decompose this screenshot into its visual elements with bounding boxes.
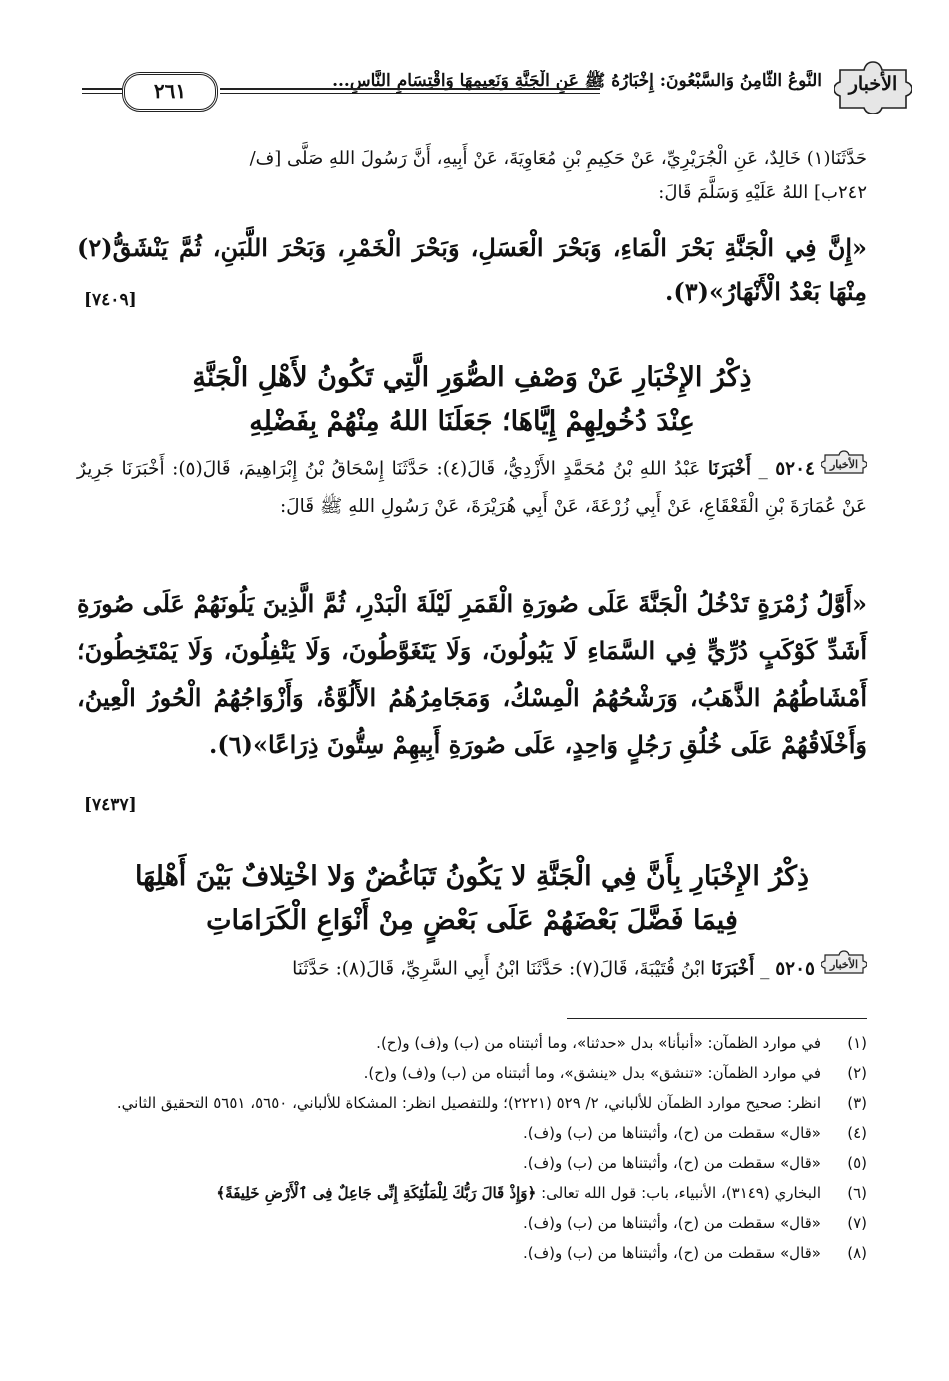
header-rule-right-thin xyxy=(220,93,600,94)
running-title: النَّوعُ الثَّامِنُ وَالسَّبْعُونَ: إِخْبَارُهُ ﷺ عَنِ الْجَنَّةِ وَنَعِيمِهَا وَاقْتِسَامِ النَّاسِ... xyxy=(332,71,822,91)
isnad-text: عَبْدُ اللهِ بْنُ مُحَمَّدٍ الأَزْدِيُّ، قَالَ(٤): حَدَّثَنَا إِسْحَاقُ بْنُ إِبْرَاهِيمَ، قَالَ(٥): أَخْبَرَنَا جَرِيرٌ عَنْ عُمَارَةَ بْنِ الْقَعْقَاعِ، عَنْ أَبِي زُرْعَةَ، عَنْ أَبِي هُرَيْرَةَ، عَنْ رَسُولِ اللهِ ﷺ قَالَ: xyxy=(77,458,867,517)
section-heading xyxy=(77,855,867,943)
footnote xyxy=(77,1208,867,1238)
section1-narration xyxy=(77,450,867,525)
footnote-number: (١) xyxy=(847,1034,867,1052)
badge-label: الأخبار xyxy=(848,73,898,95)
akhbarana-word: أَخْبَرَنَا xyxy=(707,458,752,480)
footnote xyxy=(77,1148,867,1178)
narration-line: حَدَّثَنَا(١) خَالِدٌ، عَنِ الْجُرَيْرِيِّ، عَنْ حَكِيمِ بْنِ مُعَاوِيَةَ، عَنْ أَبِيهِ، أَنَّ رَسُولَ اللهِ صَلَّى [ف/ xyxy=(249,148,867,169)
hadith-number: ٥٢٠٥ xyxy=(775,958,815,980)
quran-verse: ﴿وَإِذْ قَالَ رَبُّكَ لِلْمَلَٰٓئِكَةِ إِنِّى جَاعِلٌ فِى ٱلْأَرْضِ خَلِيفَةً﴾ xyxy=(216,1184,537,1202)
footnote-number: (٥) xyxy=(847,1154,867,1172)
footnote-number: (٤) xyxy=(847,1124,867,1142)
footnote-text: «قال» سقطت من (ح)، وأثبتناها من (ب) و(ف). xyxy=(522,1214,821,1232)
narration-line: ٢٤٢ب] اللهُ عَلَيْهِ وَسَلَّمَ قَالَ: xyxy=(658,182,867,203)
footnote-number: (٣) xyxy=(847,1094,867,1112)
footnote-text xyxy=(77,1178,821,1208)
number-dash: _ xyxy=(754,958,776,980)
khabar-icon xyxy=(821,450,867,489)
footnote-separator xyxy=(567,1018,867,1019)
khabar-icon-label: الأخبار xyxy=(829,458,859,471)
header-rule-left-thin xyxy=(82,93,122,94)
intro-narration xyxy=(77,142,867,210)
footnote-number: (٧) xyxy=(847,1214,867,1232)
heading-line: ذِكْرُ الإِخْبَارِ عَنْ وَصْفِ الصُّوَرِ الَّتِي تَكُونُ لأَهْلِ الْجَنَّةِ xyxy=(192,362,752,393)
heading-line: فِيمَا فَضَّلَ بَعْضَهُمْ عَلَى بَعْضٍ مِنْ أَنْوَاعِ الْكَرَامَاتِ xyxy=(206,905,738,936)
akhbarana-word: أَخْبَرَنَا xyxy=(711,958,755,980)
footnote-text: في موارد الظمآن: «تنشق» بدل «ينشق»، وما أثبتناه من (ب) و(ف) و(ح). xyxy=(363,1064,821,1082)
isnad-text: ابْنُ قُتَيْبَةَ، قَالَ(٧): حَدَّثَنَا ابْنُ أَبِي السَّرِيِّ، قَالَ(٨): حَدَّثَنَا xyxy=(292,958,712,980)
footnote-text: في موارد الظمآن: «أنبأنا» بدل «حدثنا»، وما أثبتناه من (ب) و(ف) و(ح). xyxy=(376,1034,821,1052)
footnote-body: البخاري (٣١٤٩)، الأنبياء، باب: قول الله تعالى: xyxy=(536,1184,821,1202)
footnote-number: (٨) xyxy=(847,1244,867,1262)
hadith-reference: [٧٤٣٧] xyxy=(84,795,137,815)
footnote-text: «قال» سقطت من (ح)، وأثبتناها من (ب) و(ف). xyxy=(522,1244,821,1262)
footnote xyxy=(77,1028,867,1058)
section1-hadith: «أَوَّلُ زُمْرَةٍ تَدْخُلُ الْجَنَّةَ عَلَى صُورَةِ الْقَمَرِ لَيْلَةَ الْبَدْرِ، ثُمَّ الَّذِينَ يَلُونَهُمْ عَلَى صُورَةِ أَشَدِّ كَوْكَبٍ دُرِّيٍّ فِي السَّمَاءِ لَا يَبُولُونَ، وَلَا يَتَغَوَّطُونَ، وَلَا يَتْفِلُونَ، وَلَا يَمْتَخِطُونَ؛ أَمْشَاطُهُمُ الذَّهَبُ، وَرَشْحُهُمُ الْمِسْكُ، وَمَجَامِرُهُمُ الأَلُوَّةُ، وَأَزْوَاجُهُمُ الْحُورُ الْعِينُ، وَأَخْلَاقُهُمْ عَلَى خُلُقِ رَجُلٍ وَاحِدٍ، عَلَى صُورَةِ أَبِيهِمْ سِتُّونَ ذِرَاعًا»(٦). xyxy=(77,589,867,759)
section2-narration xyxy=(77,950,867,989)
footnote-text: «قال» سقطت من (ح)، وأثبتناها من (ب) و(ف). xyxy=(522,1154,821,1172)
footnote-text: انظر: صحيح موارد الظمآن للألباني، ٢/ ٥٢٩ (٢٢٢١)؛ وللتفصيل انظر: المشكاة للألباني، ٥٦٥٠، ٥٦٥١ التحقيق الثاني. xyxy=(116,1094,821,1112)
heading-line: ذِكْرُ الإِخْبَارِ بِأَنَّ فِي الْجَنَّةِ لا يَكُونُ تَبَاغُضٌ وَلا اخْتِلافٌ بَيْنَ أَهْلِهَا xyxy=(134,861,810,892)
khabar-icon xyxy=(821,950,867,989)
heading-line: عِنْدَ دُخُولِهِمْ إِيَّاهَا؛ جَعَلَنَا اللهُ مِنْهُمْ بِفَضْلِهِ xyxy=(249,406,695,437)
section-heading xyxy=(77,356,867,444)
footnote xyxy=(77,1118,867,1148)
footnotes xyxy=(77,1028,867,1268)
footnote xyxy=(77,1088,867,1118)
footnote-number: (٦) xyxy=(847,1184,867,1202)
footnote xyxy=(77,1238,867,1268)
header-rule-left xyxy=(82,88,122,90)
hadith-reference: [٧٤٠٩] xyxy=(84,290,137,310)
footnote-text: «قال» سقطت من (ح)، وأثبتناها من (ب) و(ف). xyxy=(522,1124,821,1142)
khabar-icon-label: الأخبار xyxy=(829,958,859,971)
section-badge xyxy=(834,60,912,114)
number-dash: _ xyxy=(751,458,776,480)
header-rule-right xyxy=(220,88,600,90)
hadith-number: ٥٢٠٤ xyxy=(775,458,815,480)
intro-hadith: «إِنَّ فِي الْجَنَّةِ بَحْرَ الْمَاءِ، وَبَحْرَ الْعَسَلِ، وَبَحْرَ الْخَمْرِ، وَبَحْرَ اللَّبَنِ، ثُمَّ يَنْشَقُّ(٢) مِنْهَا بَعْدُ الْأَنْهَارُ»(٣). xyxy=(77,233,867,306)
page-number: ٢٦١ xyxy=(122,72,218,112)
footnote xyxy=(77,1178,867,1208)
footnote-number: (٢) xyxy=(847,1064,867,1082)
footnote xyxy=(77,1058,867,1088)
